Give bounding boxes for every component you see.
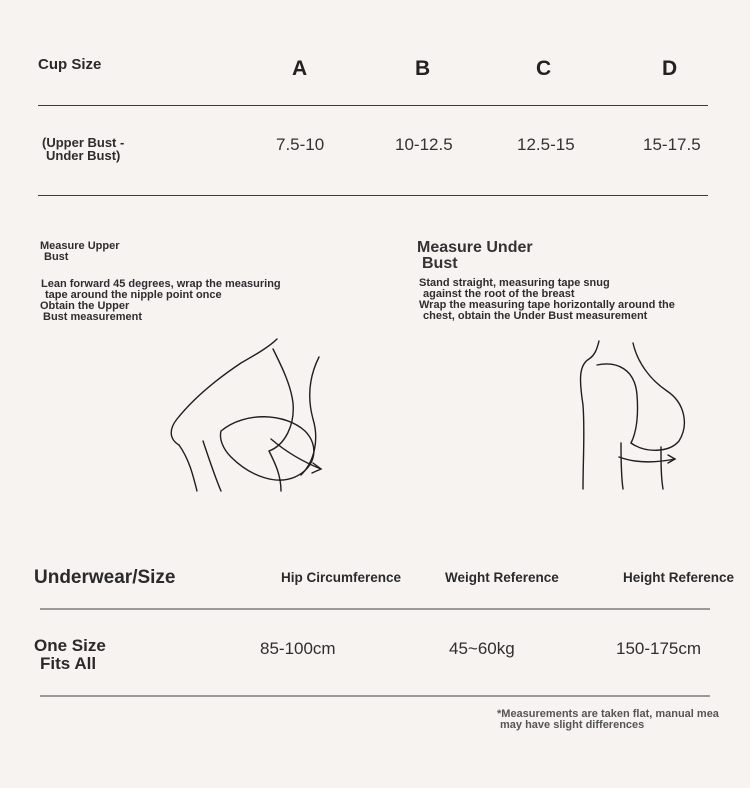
hip-value: 85-100cm — [260, 639, 336, 658]
cup-row-label-line2: Under Bust) — [46, 148, 121, 163]
upper-bust-illustration — [165, 335, 340, 500]
under-bust-description — [419, 278, 675, 322]
cup-d-range: 15-17.5 — [643, 135, 701, 154]
size-row-label-line2: Fits All — [40, 654, 97, 673]
cup-c-header: C — [536, 57, 552, 80]
size-table-divider-top — [40, 608, 710, 610]
upper-bust-description — [41, 279, 281, 323]
under-bust-title-line2: Bust — [422, 255, 458, 272]
under-bust-desc-line3: Wrap the measuring tape horizontally around the — [419, 299, 675, 311]
upper-bust-desc-line2: tape around the nipple point once — [45, 289, 222, 301]
weight-reference-header: Weight Reference — [445, 570, 559, 585]
upper-bust-title-line1: Measure Upper — [40, 240, 120, 252]
cup-b-range: 10-12.5 — [395, 135, 453, 154]
cup-size-label: Cup Size — [38, 56, 102, 73]
under-bust-illustration — [575, 335, 695, 495]
under-bust-desc-line1: Stand straight, measuring tape snug — [419, 277, 610, 289]
upper-bust-desc-line3: Obtain the Upper — [40, 300, 130, 312]
under-bust-desc-line4: chest, obtain the Under Bust measurement — [423, 310, 648, 322]
cup-a-range: 7.5-10 — [276, 135, 325, 154]
under-bust-title — [417, 240, 533, 272]
upper-bust-desc-line1: Lean forward 45 degrees, wrap the measuring — [41, 278, 281, 290]
under-bust-title-line1: Measure Under — [417, 239, 533, 256]
measurement-note — [497, 709, 719, 731]
under-bust-desc-line2: against the root of the breast — [423, 288, 575, 300]
upper-bust-desc-line4: Bust measurement — [43, 311, 143, 323]
underwear-size-header: Underwear/Size — [34, 567, 176, 588]
height-reference-header: Height Reference — [623, 570, 735, 585]
cup-c-range: 12.5-15 — [517, 135, 575, 154]
size-table-divider-bottom — [40, 695, 710, 697]
upper-bust-title — [40, 241, 119, 263]
weight-value: 45~60kg — [449, 639, 515, 658]
cup-d-header: D — [662, 57, 678, 80]
height-value: 150-175cm — [616, 639, 702, 658]
measurement-note-line1: *Measurements are taken flat, manual mea — [497, 708, 719, 720]
cup-table-divider-bottom — [38, 195, 708, 196]
measurement-note-line2: may have slight differences — [500, 719, 645, 731]
size-row-label — [34, 637, 106, 673]
cup-table-divider-top — [38, 105, 708, 106]
cup-row-label-line1: (Upper Bust - — [42, 135, 125, 150]
cup-b-header: B — [415, 57, 431, 80]
size-row-label-line1: One Size — [34, 636, 106, 655]
cup-row-label — [42, 136, 124, 162]
cup-a-header: A — [292, 57, 308, 80]
hip-circumference-header: Hip Circumference — [281, 570, 402, 585]
upper-bust-title-line2: Bust — [44, 251, 69, 263]
